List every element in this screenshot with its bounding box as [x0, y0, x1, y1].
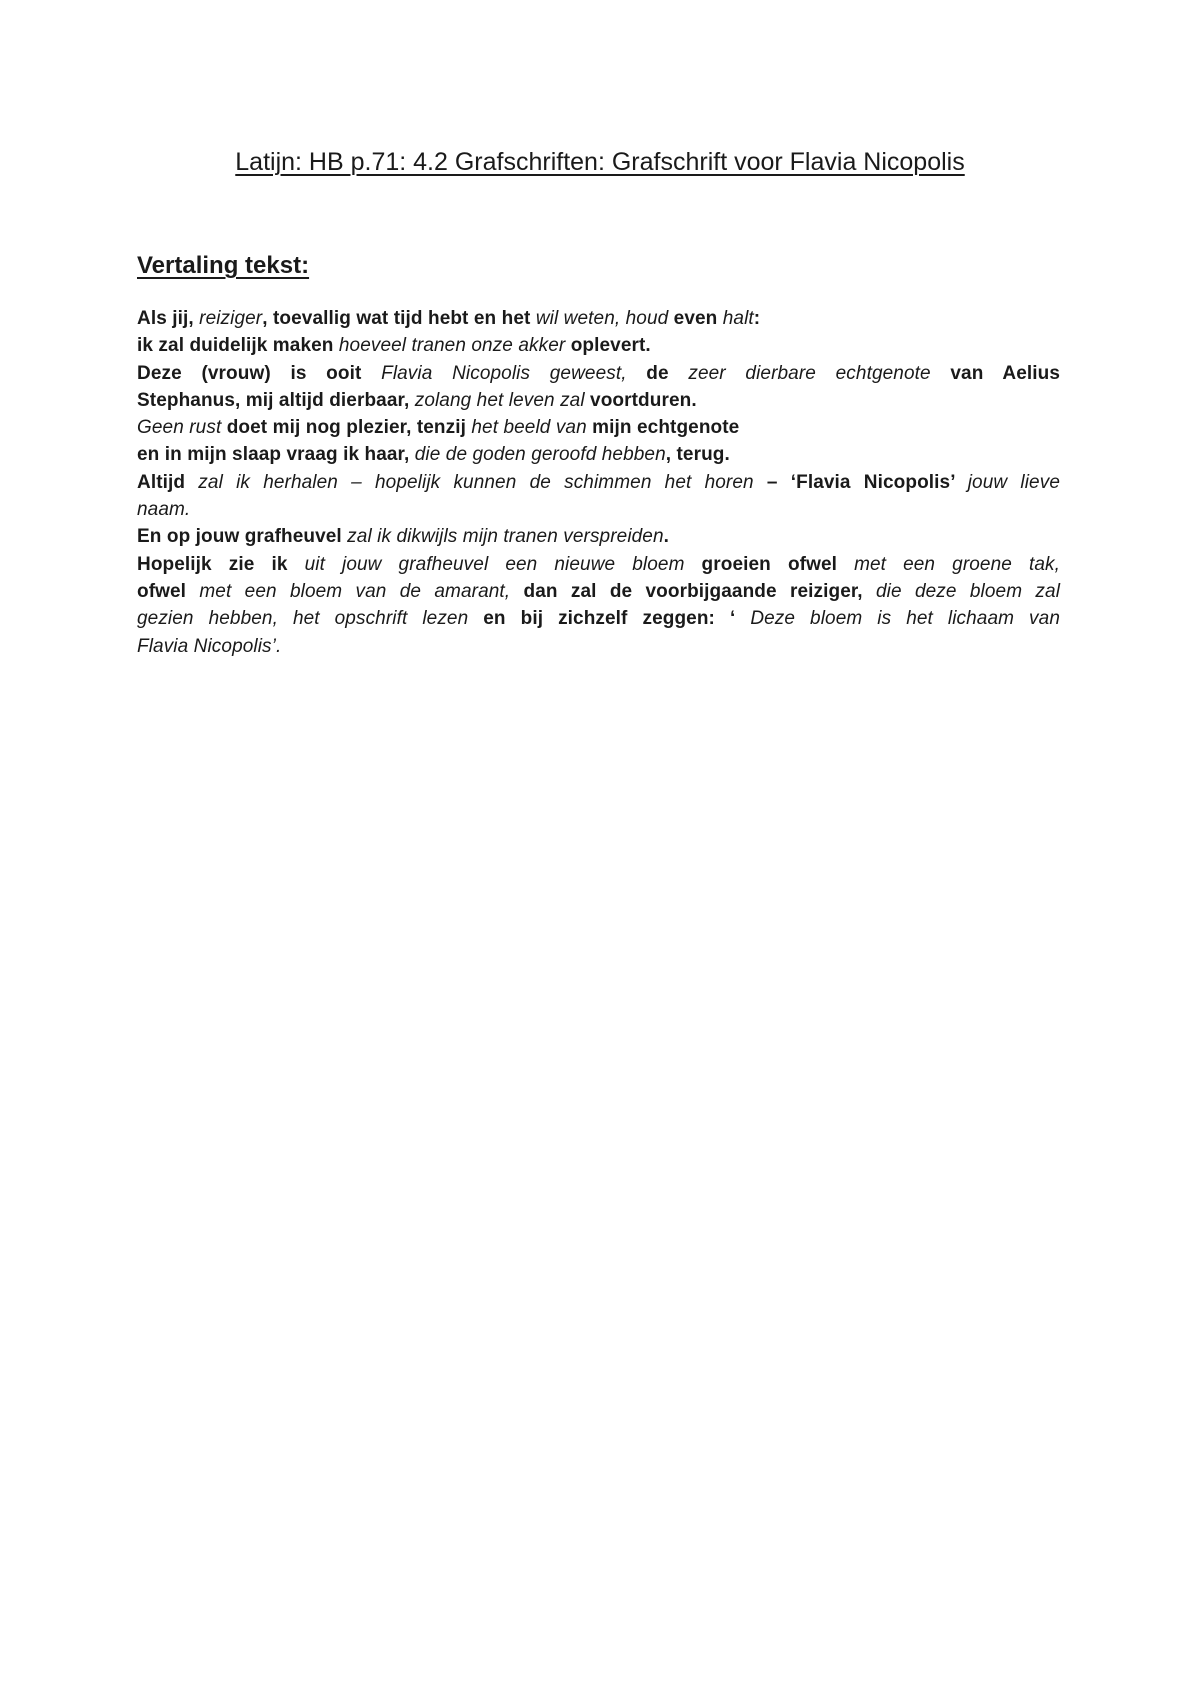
text-run-italic: zolang het leven zal	[414, 389, 585, 411]
translation-line	[137, 551, 1060, 578]
text-run-bold: En op jouw grafheuvel	[137, 526, 348, 548]
text-run-italic: hoeveel tranen onze akker	[338, 335, 566, 357]
translation-line	[137, 414, 1060, 441]
text-run-italic: Flavia Nicopolis’.	[137, 635, 282, 657]
text-run-bold: ik zal duidelijk maken	[137, 335, 339, 357]
text-run-italic: gezien hebben, het opschrift lezen	[137, 608, 469, 630]
translation-line	[137, 387, 1060, 414]
translation-line	[137, 633, 1060, 660]
text-run-bold: Stephanus, mij altijd dierbaar,	[137, 389, 415, 411]
text-run-bold: – ‘Flavia Nicopolis’	[753, 471, 968, 493]
translation-text	[137, 305, 1060, 660]
text-run-italic: wil weten, houd	[535, 308, 669, 329]
text-run-bold: Als jij,	[137, 308, 200, 329]
text-run-bold: van Aelius	[930, 362, 1061, 384]
translation-line	[137, 332, 1060, 359]
text-run-bold: , toevallig wat tijd hebt en het	[262, 308, 536, 329]
translation-line	[137, 305, 1060, 332]
document-title	[0, 147, 1200, 178]
text-run-bold: Deze (vrouw) is ooit	[137, 362, 382, 384]
text-run-italic: zal ik dikwijls mijn tranen verspreiden	[347, 526, 664, 548]
text-run-bold: en in mijn slaap vraag ik haar,	[137, 444, 415, 466]
text-run-italic: Flavia Nicopolis geweest,	[381, 362, 627, 384]
text-run-bold: en bij zichzelf zeggen: ‘	[468, 608, 751, 630]
text-run-italic: zal ik herhalen – hopelijk kunnen de schimmen het horen	[198, 471, 754, 493]
translation-line	[137, 441, 1060, 468]
text-run-italic: halt	[722, 308, 754, 329]
text-run-bold: :	[753, 308, 761, 329]
text-run-bold: even	[668, 308, 723, 329]
section-heading-text: Vertaling tekst:	[137, 252, 310, 279]
text-run-bold: ofwel	[137, 580, 200, 602]
section-heading	[137, 252, 309, 281]
text-run-bold: , terug.	[665, 444, 730, 466]
text-run-italic: Deze bloem is het lichaam van	[750, 608, 1060, 630]
text-run-italic: naam.	[137, 499, 191, 521]
text-run-bold: groeien ofwel	[684, 553, 855, 575]
text-run-italic: met een bloem van de amarant,	[199, 580, 511, 602]
text-run-italic: die de goden geroofd hebben	[414, 444, 666, 466]
text-run-bold: oplevert.	[565, 335, 651, 357]
text-run-bold: .	[663, 526, 670, 548]
translation-line	[137, 578, 1060, 605]
text-run-italic: zeer dierbare echtgenote	[688, 362, 931, 384]
text-run-italic: het beeld van	[471, 417, 587, 439]
text-run-italic: reiziger	[199, 308, 263, 329]
translation-line	[137, 360, 1060, 387]
text-run-italic: jouw lieve	[967, 471, 1060, 493]
text-run-italic: Geen rust	[137, 417, 222, 439]
translation-line	[137, 469, 1060, 496]
translation-line	[137, 605, 1060, 632]
text-run-italic: uit jouw grafheuvel een nieuwe bloem	[304, 553, 685, 575]
text-run-bold: Hopelijk zie ik	[137, 553, 305, 575]
text-run-bold: doet mij nog plezier, tenzij	[221, 417, 472, 439]
translation-line	[137, 496, 1060, 523]
text-run-italic: die deze bloem zal	[876, 580, 1061, 602]
text-run-bold: Altijd	[137, 471, 199, 493]
translation-line	[137, 523, 1060, 550]
text-run-bold: dan zal de voorbijgaande reiziger,	[510, 580, 876, 602]
document-title-text: Latijn: HB p.71: 4.2 Grafschriften: Grafschrift voor Flavia Nicopolis	[235, 148, 965, 176]
text-run-italic: met een groene tak,	[854, 553, 1060, 575]
text-run-bold: mijn echtgenote	[586, 417, 740, 439]
text-run-bold: de	[626, 362, 689, 384]
text-run-bold: voortduren.	[584, 389, 697, 411]
